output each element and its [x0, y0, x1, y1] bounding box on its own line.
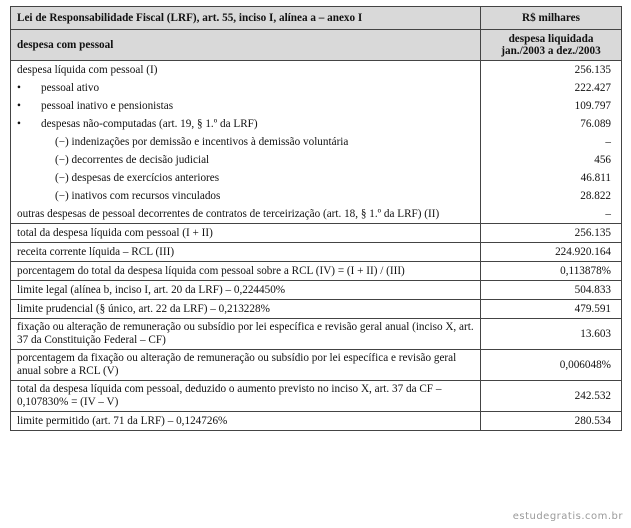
row-label: (−) despesas de exercícios anteriores: [55, 171, 220, 184]
row-value: 28.822: [481, 187, 622, 205]
row-value: –: [481, 133, 622, 151]
row-value: 109.797: [481, 97, 622, 115]
table-row: [11, 61, 622, 80]
table-row: [11, 79, 622, 97]
row-label: pessoal ativo: [41, 81, 100, 94]
row-value: 13.603: [481, 319, 622, 350]
period-header-line1: despesa liquidada: [508, 33, 594, 45]
table-row: [11, 133, 622, 151]
row-label: porcentagem do total da despesa líquida com pessoal sobre a RCL (IV) = (I + II) / (III): [11, 262, 481, 281]
row-label: despesas não-computadas (art. 19, § 1.º da LRF): [41, 117, 258, 130]
table-row: [11, 412, 622, 431]
unit-label: R$ milhares: [481, 7, 622, 30]
table-row: [11, 224, 622, 243]
table-row: [11, 97, 622, 115]
table-row: [11, 281, 622, 300]
row-value: 479.591: [481, 300, 622, 319]
table-row: [11, 300, 622, 319]
table-title: Lei de Responsabilidade Fiscal (LRF), art. 55, inciso I, alínea a – anexo I: [11, 7, 481, 30]
table-row: [11, 187, 622, 205]
period-header-line2: jan./2003 a dez./2003: [501, 45, 601, 57]
table-row: [11, 350, 622, 381]
table-row: [11, 262, 622, 281]
row-label: total da despesa líquida com pessoal (I + II): [11, 224, 481, 243]
table-row: [11, 115, 622, 133]
row-label: receita corrente líquida – RCL (III): [11, 243, 481, 262]
row-value: 256.135: [481, 61, 622, 80]
row-label-cell: [11, 169, 481, 187]
row-label: (−) inativos com recursos vinculados: [55, 189, 221, 202]
bullet: •: [17, 117, 21, 130]
row-value: 222.427: [481, 79, 622, 97]
row-label: (−) indenizações por demissão e incentivos à demissão voluntária: [55, 135, 349, 148]
table-subheader-row: [11, 30, 622, 61]
table-row: [11, 319, 622, 350]
row-value: 280.534: [481, 412, 622, 431]
row-label: total da despesa líquida com pessoal, deduzido o aumento previsto no inciso X, art. 37 da CF – 0,107830% = (IV – V): [11, 381, 481, 412]
row-label-cell: [11, 115, 481, 133]
row-label: limite legal (alínea b, inciso I, art. 20 da LRF) – 0,224450%: [11, 281, 481, 300]
row-value: 456: [481, 151, 622, 169]
table-row: [11, 381, 622, 412]
row-label-cell: [11, 133, 481, 151]
section-label: despesa com pessoal: [11, 30, 481, 61]
row-label-cell: [11, 97, 481, 115]
watermark: estudegratis.com.br: [512, 511, 623, 522]
table-row: [11, 205, 622, 224]
row-value: 242.532: [481, 381, 622, 412]
row-label: fixação ou alteração de remuneração ou subsídio por lei específica e revisão geral anual (inciso X, art. 37 da Constituição Federal – CF): [11, 319, 481, 350]
lrf-table-container: [10, 6, 621, 431]
row-value: 46.811: [481, 169, 622, 187]
table-row: [11, 243, 622, 262]
row-label: (−) decorrentes de decisão judicial: [55, 153, 210, 166]
row-value: 504.833: [481, 281, 622, 300]
table-row: [11, 169, 622, 187]
row-value: 256.135: [481, 224, 622, 243]
row-value: 0,006048%: [481, 350, 622, 381]
row-label-cell: [11, 79, 481, 97]
row-label: pessoal inativo e pensionistas: [41, 99, 174, 112]
row-label-cell: [11, 187, 481, 205]
row-label: porcentagem da fixação ou alteração de remuneração ou subsídio por lei específica e revisão geral anual sobre a RCL (V): [11, 350, 481, 381]
row-value: 76.089: [481, 115, 622, 133]
row-value: –: [481, 205, 622, 224]
row-label: limite prudencial (§ único, art. 22 da LRF) – 0,213228%: [11, 300, 481, 319]
table-header-row: [11, 7, 622, 30]
lrf-table: [10, 6, 622, 431]
row-value: 0,113878%: [481, 262, 622, 281]
row-label: limite permitido (art. 71 da LRF) – 0,124726%: [11, 412, 481, 431]
row-label: outras despesas de pessoal decorrentes de contratos de terceirização (art. 18, § 1.º da LRF) (II): [11, 205, 481, 224]
row-label: despesa líquida com pessoal (I): [11, 61, 481, 80]
row-value: 224.920.164: [481, 243, 622, 262]
table-row: [11, 151, 622, 169]
period-header: [481, 30, 622, 61]
bullet: •: [17, 81, 21, 94]
bullet: •: [17, 99, 21, 112]
row-label-cell: [11, 151, 481, 169]
